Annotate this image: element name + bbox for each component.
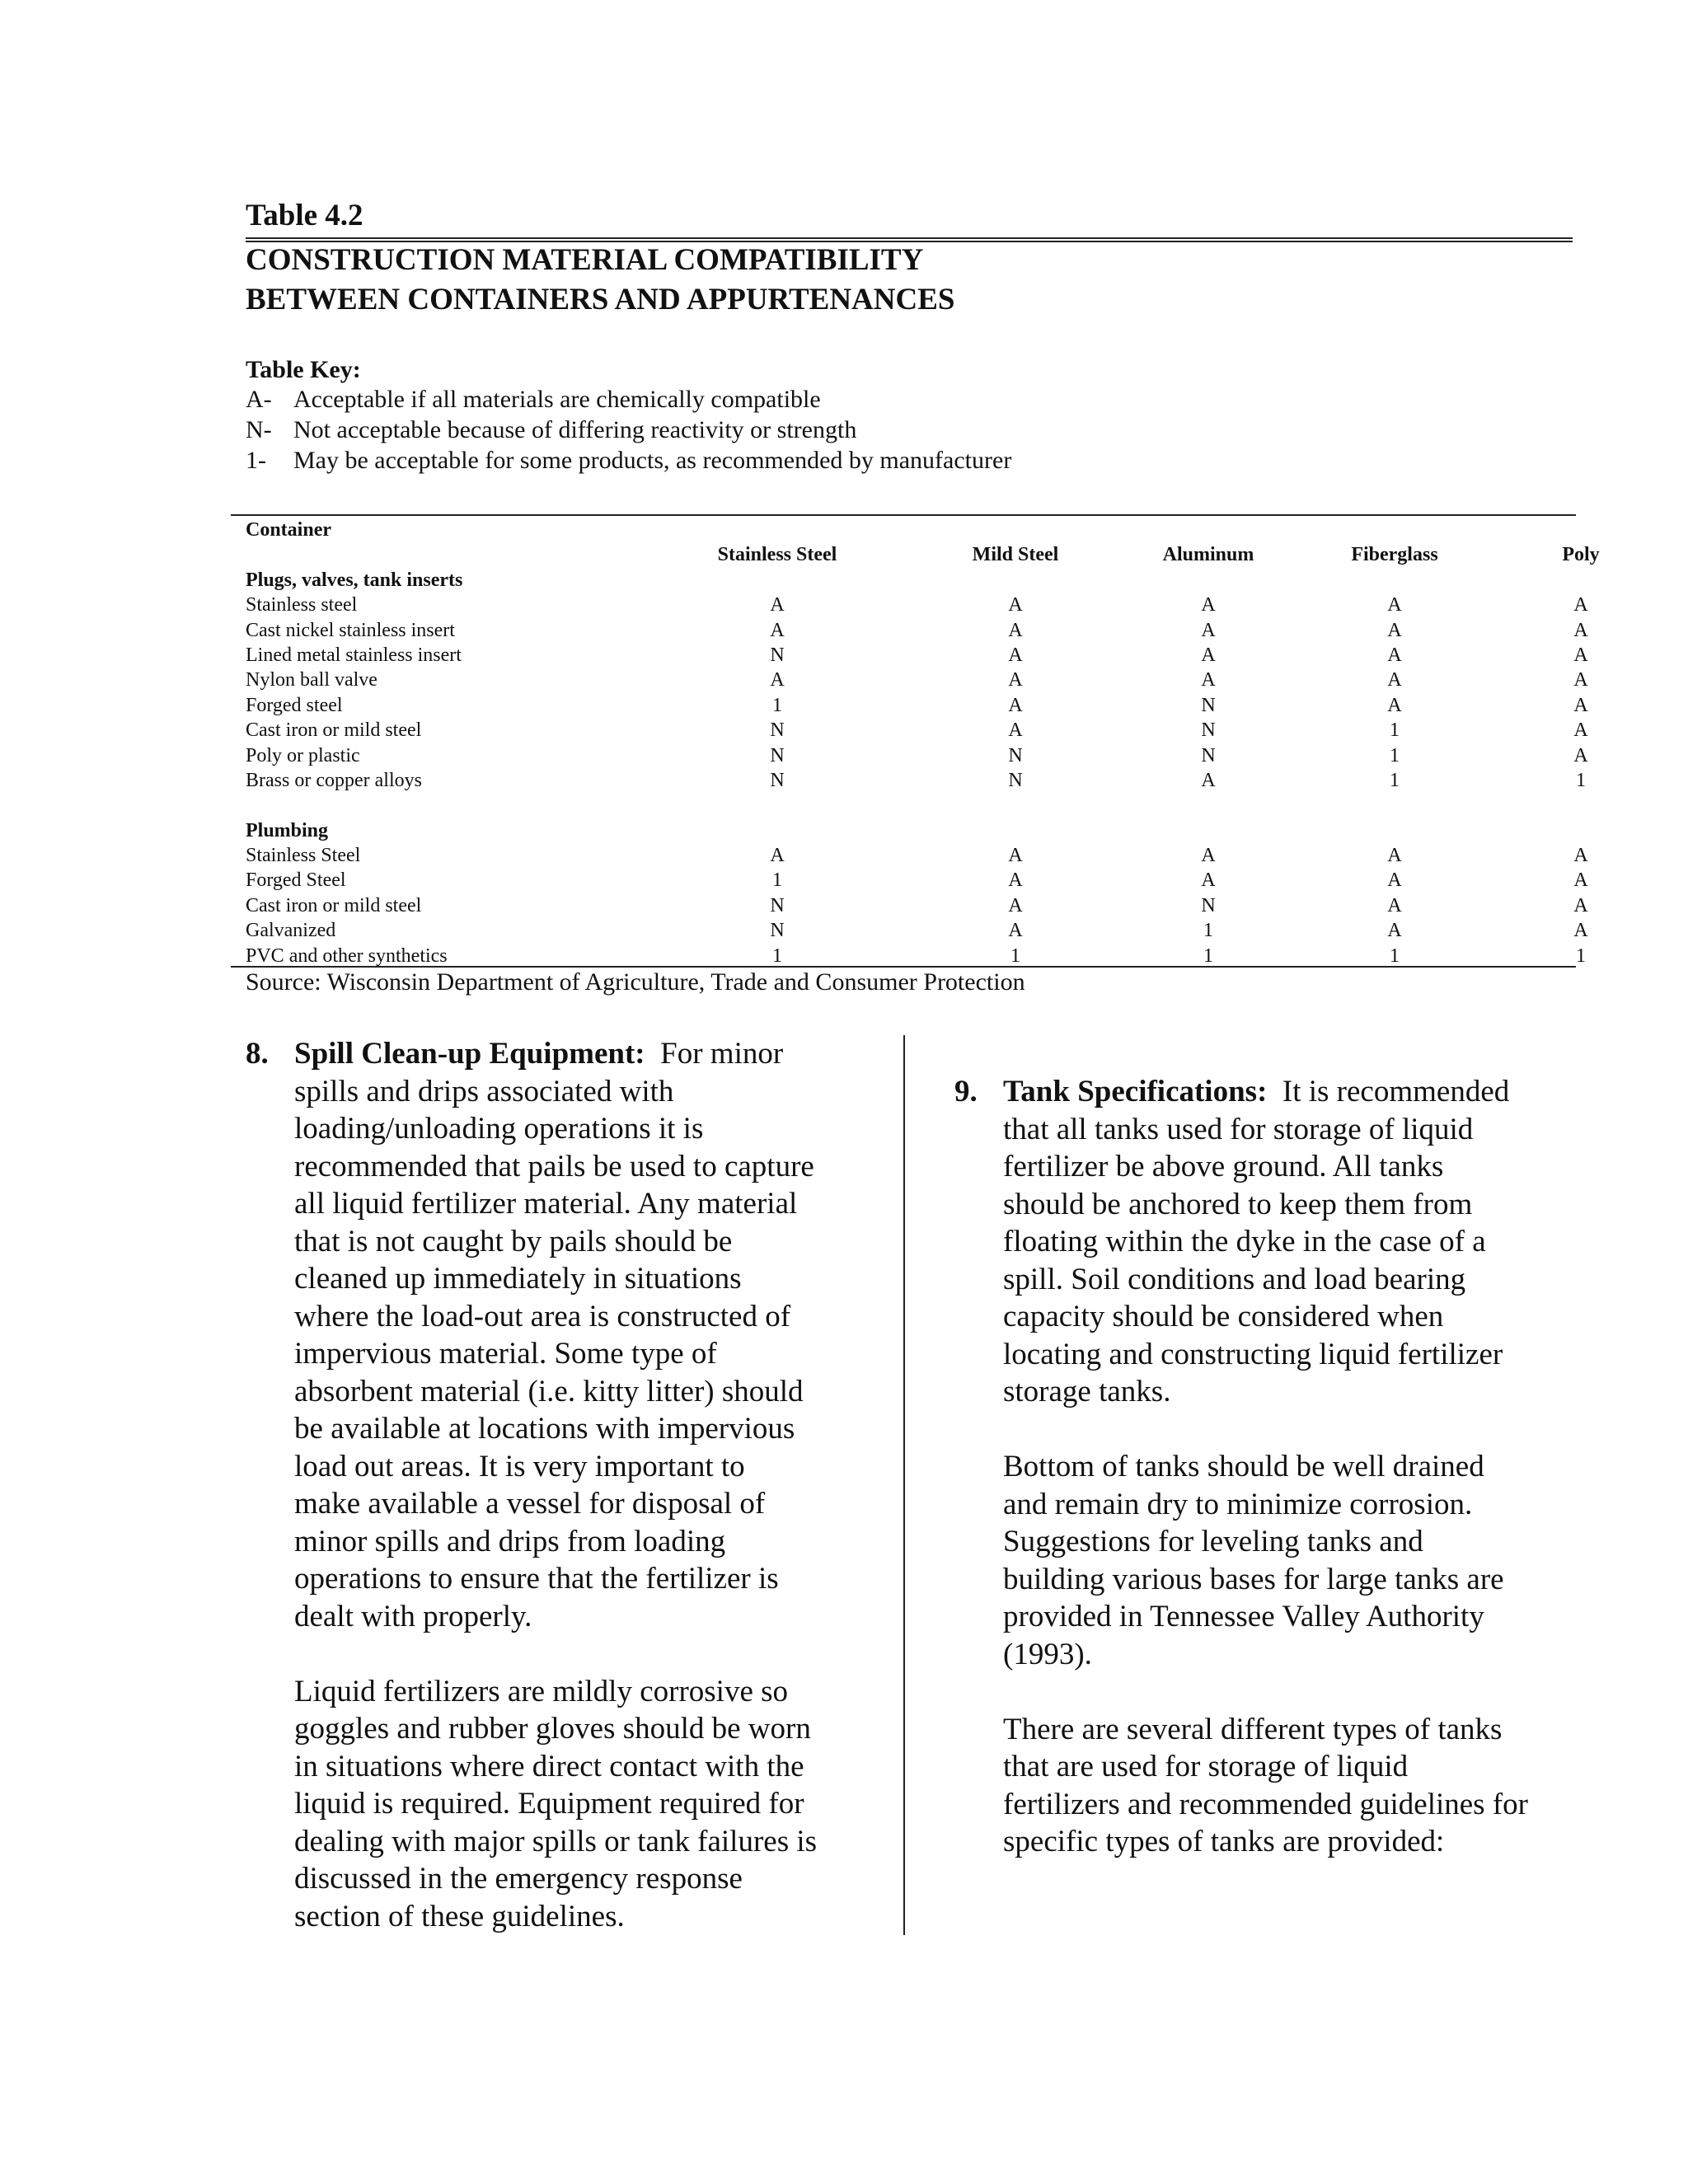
row-label: Brass or copper alloys: [246, 769, 422, 791]
container-heading-row: [246, 518, 1639, 542]
text-line: operations to ensure that the fertilizer is: [294, 1562, 779, 1596]
table-cell: 1: [1576, 944, 1586, 967]
column-header: Poly: [1562, 544, 1600, 566]
table-cell: N: [1201, 719, 1216, 742]
text-line: and remain dry to minimize corrosion.: [1003, 1487, 1473, 1521]
table-cell: N: [1008, 744, 1023, 766]
table-top-rule: [231, 514, 1576, 516]
text-line: in situations where direct contact with the: [294, 1749, 804, 1783]
text-line: absorbent material (i.e. kitty litter) should: [294, 1374, 804, 1408]
row-label: PVC and other synthetics: [246, 944, 448, 967]
table-cell: A: [1387, 619, 1402, 641]
text-line: specific types of tanks are provided:: [1003, 1825, 1445, 1858]
container-heading: Container: [246, 519, 331, 541]
column-header-row: [246, 542, 1639, 567]
item-9-first-line: [1003, 1073, 1580, 1111]
row-label: Cast iron or mild steel: [246, 719, 422, 742]
table-cell: A: [1201, 644, 1216, 666]
row-label: Stainless steel: [246, 594, 358, 616]
text-line: For minor: [660, 1037, 784, 1071]
text-line: Suggestions for leveling tanks and: [1003, 1525, 1423, 1558]
column-divider: [903, 1035, 905, 1935]
key-code: A-: [246, 386, 272, 413]
table-title: [246, 241, 954, 320]
table-row: [246, 944, 1639, 968]
table-cell: A: [1008, 619, 1023, 641]
table-row: [246, 693, 1639, 718]
text-line: storage tanks.: [1003, 1375, 1171, 1408]
item-9-paragraph-1: [1003, 1111, 1580, 1411]
table-row: [246, 743, 1639, 768]
table-cell: A: [1573, 920, 1588, 942]
text-line: be available at locations with impervious: [294, 1412, 795, 1446]
table-cell: A: [1573, 594, 1588, 616]
table-row: [246, 618, 1639, 643]
table-cell: A: [1573, 845, 1588, 867]
item-9-paragraph-2: [1003, 1448, 1580, 1673]
section-plumbing-body: [246, 843, 1639, 968]
item-9-number: 9.: [954, 1075, 978, 1108]
table-cell: A: [1008, 920, 1023, 942]
table-cell: N: [770, 719, 785, 742]
item-8-number: 8.: [246, 1037, 269, 1071]
column-header: Fiberglass: [1351, 544, 1438, 566]
table-cell: A: [1573, 644, 1588, 666]
table-cell: A: [1387, 894, 1402, 916]
table-cell: A: [1201, 669, 1216, 691]
text-line: locating and constructing liquid fertilizer: [1003, 1337, 1503, 1371]
table-cell: A: [1387, 669, 1402, 691]
text-line: Liquid fertilizers are mildly corrosive so: [294, 1674, 789, 1708]
text-line: building various bases for large tanks are: [1003, 1562, 1504, 1596]
row-label: Lined metal stainless insert: [246, 644, 462, 666]
item-8-paragraph-1: [294, 1073, 888, 1636]
table-cell: A: [1573, 719, 1588, 742]
section-heading-row: [246, 818, 1639, 843]
compatibility-table: [246, 518, 1639, 968]
row-label: Forged Steel: [246, 869, 346, 892]
text-line: section of these guidelines.: [294, 1899, 625, 1933]
text-line: make available a vessel for disposal of: [294, 1487, 766, 1521]
text-line: provided in Tennessee Valley Authority: [1003, 1600, 1484, 1633]
table-cell: N: [770, 644, 785, 666]
row-label: Nylon ball valve: [246, 669, 377, 691]
table-cell: A: [1008, 694, 1023, 716]
row-label: Stainless Steel: [246, 845, 361, 867]
text-line: where the load-out area is constructed of: [294, 1299, 791, 1333]
table-cell: 1: [1010, 944, 1020, 967]
table-row: [246, 893, 1639, 918]
table-cell: A: [1008, 669, 1023, 691]
table-cell: A: [1387, 644, 1402, 666]
table-cell: A: [770, 669, 785, 691]
item-9-paragraph-3: [1003, 1711, 1580, 1861]
text-line: fertilizer be above ground. All tanks: [1003, 1150, 1444, 1183]
table-cell: A: [1201, 845, 1216, 867]
table-cell: A: [1387, 845, 1402, 867]
table-row: [246, 593, 1639, 617]
table-cell: A: [1573, 744, 1588, 766]
text-line: that is not caught by pails should be: [294, 1224, 733, 1258]
table-row: [246, 718, 1639, 743]
row-label: Cast nickel stainless insert: [246, 619, 455, 641]
table-cell: A: [1573, 869, 1588, 892]
text-line: spill. Soil conditions and load bearing: [1003, 1262, 1466, 1296]
table-cell: N: [770, 744, 785, 766]
text-line: fertilizers and recommended guidelines for: [1003, 1787, 1528, 1821]
table-cell: A: [1008, 719, 1023, 742]
table-cell: A: [1201, 594, 1216, 616]
table-cell: A: [1008, 644, 1023, 666]
table-source: Source: Wisconsin Department of Agriculture, Trade and Consumer Protection: [246, 968, 1025, 996]
text-line: spills and drips associated with: [294, 1074, 674, 1108]
table-cell: A: [770, 845, 785, 867]
table-cell: A: [1201, 869, 1216, 892]
table-cell: A: [1201, 769, 1216, 791]
text-line: dealt with properly.: [294, 1599, 532, 1633]
table-cell: A: [770, 594, 785, 616]
table-cell: A: [770, 619, 785, 641]
table-cell: A: [1008, 894, 1023, 916]
table-cell: N: [770, 894, 785, 916]
text-line: cleaned up immediately in situations: [294, 1262, 742, 1296]
table-row: [246, 768, 1639, 793]
section-heading-plugs: Plugs, valves, tank inserts: [246, 569, 463, 591]
table-label: Table 4.2: [246, 199, 363, 232]
table-cell: A: [1387, 694, 1402, 716]
item-8-heading: Spill Clean-up Equipment:: [294, 1037, 645, 1071]
text-line: discussed in the emergency response: [294, 1862, 743, 1896]
table-cell: N: [1201, 694, 1216, 716]
table-cell: 1: [1203, 944, 1213, 967]
table-cell: A: [1387, 920, 1402, 942]
text-line: There are several different types of tanks: [1003, 1712, 1503, 1746]
table-row: [246, 843, 1639, 868]
text-line: Bottom of tanks should be well drained: [1003, 1450, 1484, 1483]
text-line: recommended that pails be used to capture: [294, 1149, 814, 1183]
table-cell: A: [1387, 869, 1402, 892]
table-cell: A: [1573, 669, 1588, 691]
key-text: Not acceptable because of differing reactivity or strength: [293, 416, 857, 443]
text-line: that are used for storage of liquid: [1003, 1750, 1409, 1783]
table-cell: A: [1201, 619, 1216, 641]
table-row: [246, 643, 1639, 668]
key-item: [246, 384, 1011, 415]
table-cell: 1: [772, 869, 782, 892]
table-cell: 1: [1576, 769, 1586, 791]
text-line: It is recommended: [1282, 1075, 1510, 1108]
section-heading-row: [246, 568, 1639, 593]
item-9-text: [1003, 1073, 1580, 1861]
table-cell: A: [1008, 845, 1023, 867]
key-item: [246, 415, 1011, 445]
table-cell: A: [1387, 594, 1402, 616]
table-key-list: [246, 384, 1011, 476]
row-label: Cast iron or mild steel: [246, 894, 422, 916]
key-code: N-: [246, 416, 272, 443]
section-heading-plumbing: Plumbing: [246, 819, 329, 841]
key-item: [246, 445, 1011, 476]
table-cell: 1: [1390, 769, 1400, 791]
text-line: liquid is required. Equipment required for: [294, 1787, 804, 1821]
table-cell: N: [1201, 744, 1216, 766]
table-row: [246, 918, 1639, 943]
text-line: load out areas. It is very important to: [294, 1449, 745, 1483]
column-header: Stainless Steel: [717, 544, 837, 566]
text-line: should be anchored to keep them from: [1003, 1187, 1473, 1221]
table-cell: A: [1573, 619, 1588, 641]
item-8-text: [294, 1035, 888, 1935]
text-line: dealing with major spills or tank failures is: [294, 1824, 818, 1858]
table-cell: A: [1008, 869, 1023, 892]
table-cell: N: [770, 769, 785, 791]
text-line: all liquid fertilizer material. Any material: [294, 1187, 798, 1221]
row-label: Forged steel: [246, 694, 343, 716]
text-line: floating within the dyke in the case of a: [1003, 1225, 1486, 1258]
table-title-line-2: BETWEEN CONTAINERS AND APPURTENANCES: [246, 283, 955, 316]
text-line: capacity should be considered when: [1003, 1300, 1444, 1333]
table-cell: N: [1008, 769, 1023, 791]
item-8-first-line: [294, 1035, 888, 1073]
table-cell: 1: [1203, 920, 1213, 942]
column-header: Mild Steel: [972, 544, 1059, 566]
table-cell: 1: [1390, 944, 1400, 967]
text-line: minor spills and drips from loading: [294, 1524, 726, 1558]
table-row: [246, 668, 1639, 692]
row-label: Galvanized: [246, 920, 336, 942]
table-cell: A: [1573, 694, 1588, 716]
row-label: Poly or plastic: [246, 744, 360, 766]
key-text: May be acceptable for some products, as recommended by manufacturer: [293, 447, 1012, 474]
key-code: 1-: [246, 447, 266, 474]
table-row: [246, 868, 1639, 893]
text-line: goggles and rubber gloves should be worn: [294, 1712, 811, 1746]
table-key-heading: Table Key:: [246, 356, 361, 383]
item-8-paragraph-2: [294, 1673, 888, 1936]
text-line: impervious material. Some type of: [294, 1337, 717, 1371]
table-cell: N: [770, 920, 785, 942]
key-text: Acceptable if all materials are chemically compatible: [293, 386, 821, 413]
section-plugs-body: [246, 593, 1639, 793]
table-cell: 1: [772, 694, 782, 716]
text-line: (1993).: [1003, 1637, 1092, 1671]
item-9-heading: Tank Specifications:: [1003, 1075, 1268, 1108]
table-cell: 1: [1390, 719, 1400, 742]
text-line: loading/unloading operations it is: [294, 1112, 704, 1146]
column-header: Aluminum: [1162, 544, 1254, 566]
table-cell: A: [1008, 594, 1023, 616]
table-cell: A: [1573, 894, 1588, 916]
table-cell: N: [1201, 894, 1216, 916]
table-cell: 1: [772, 944, 782, 967]
table-cell: 1: [1390, 744, 1400, 766]
table-title-line-1: CONSTRUCTION MATERIAL COMPATIBILITY: [246, 243, 924, 277]
text-line: that all tanks used for storage of liquid: [1003, 1112, 1474, 1146]
